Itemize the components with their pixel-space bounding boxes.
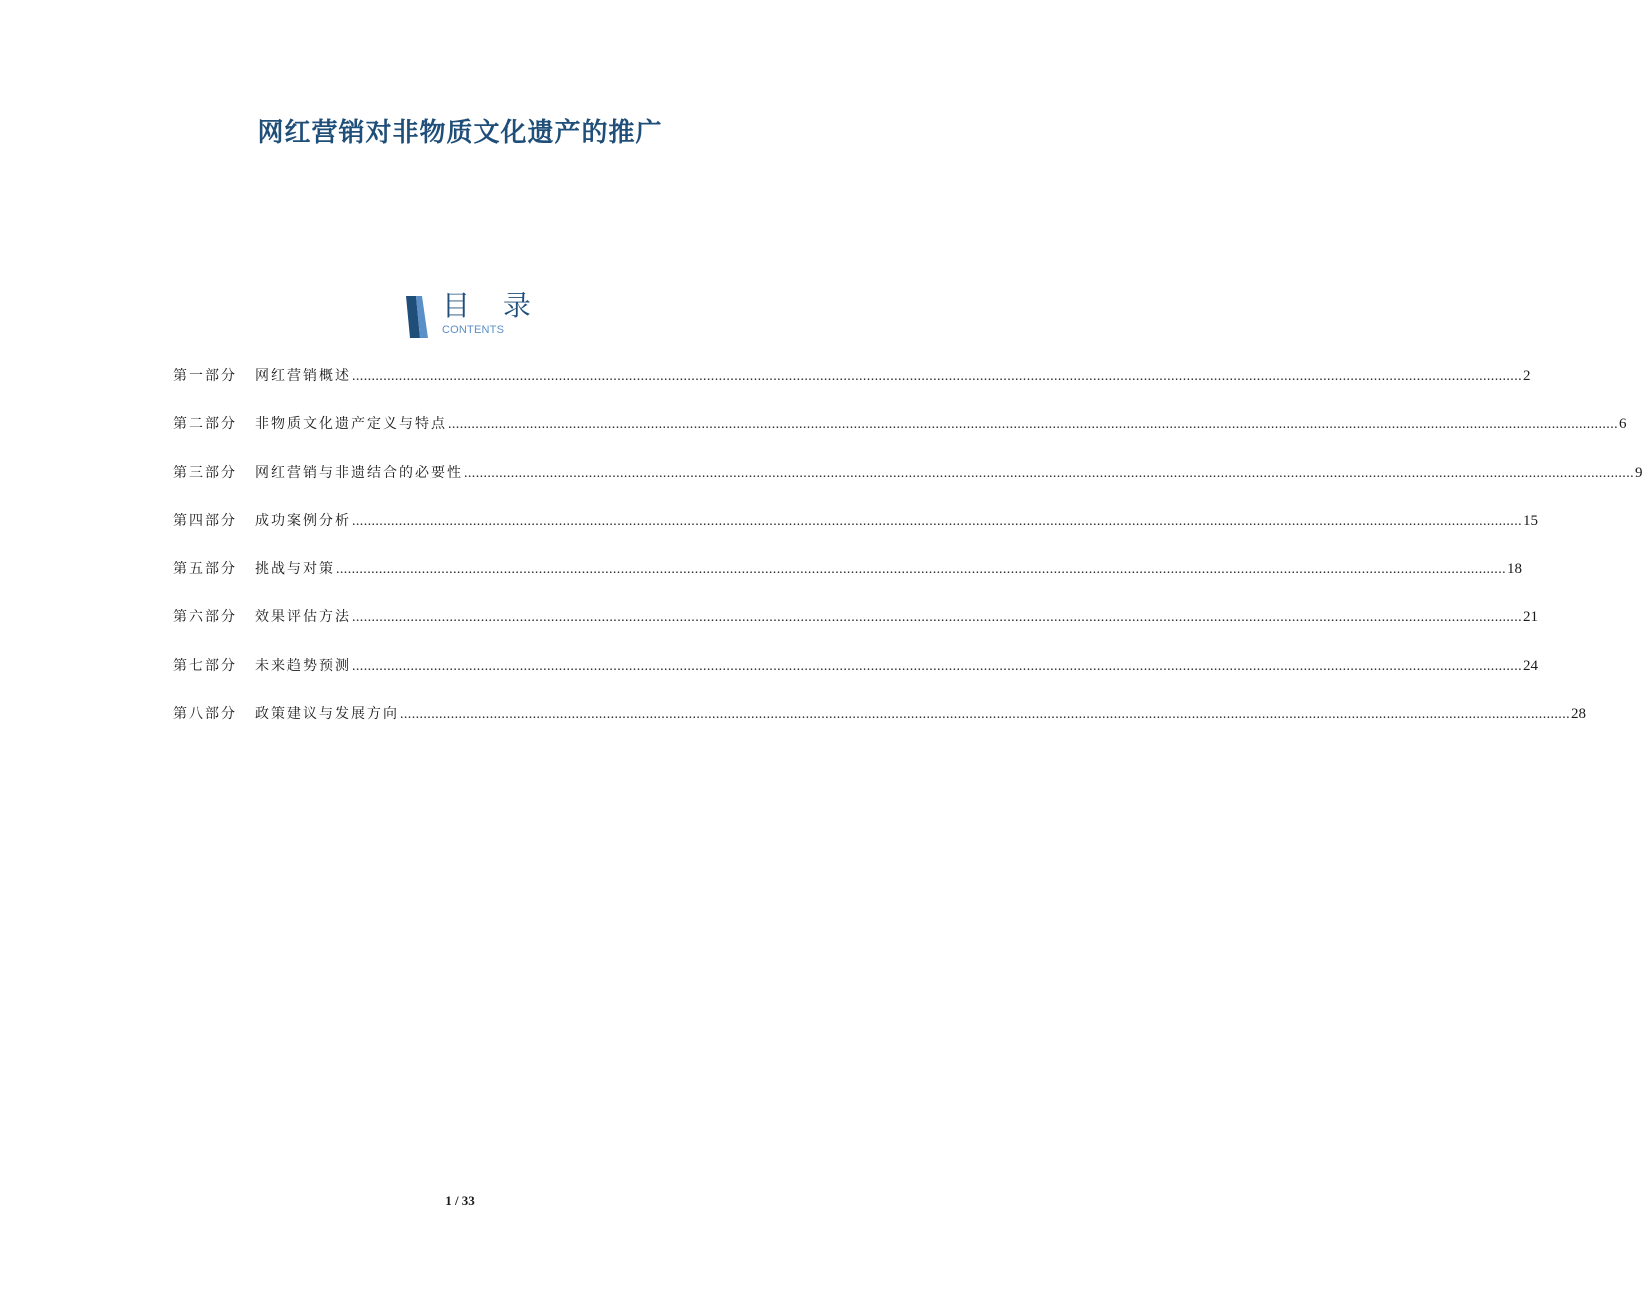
toc-entry-leader: ............................................................................................................................................................................................................................................................................................................	[352, 513, 1522, 529]
book-stripe-icon	[404, 294, 430, 340]
toc-list	[173, 366, 1643, 752]
toc-entry-part: 第八部分	[173, 706, 237, 723]
toc-entry[interactable]	[173, 414, 1627, 462]
toc-entry-label: 未来趋势预测	[255, 657, 351, 674]
toc-entry-page-number: 28	[1571, 706, 1586, 723]
document-title: 网红营销对非物质文化遗产的推广	[257, 118, 663, 148]
toc-entry-leader: ............................................................................................................................................................................................................................................................................................................	[448, 417, 1618, 433]
toc-entry[interactable]	[173, 463, 1643, 511]
toc-entry-label: 网红营销概述	[255, 368, 351, 384]
toc-entry-leader: ............................................................................................................................................................................................................................................................................................................	[352, 610, 1522, 626]
toc-heading-subtitle: CONTENTS	[442, 324, 505, 336]
toc-entry[interactable]	[173, 366, 1531, 414]
toc-entry-leader: ............................................................................................................................................................................................................................................................................................................	[352, 369, 1522, 384]
toc-entry-page-number: 18	[1507, 561, 1522, 578]
toc-entry-part: 第三部分	[173, 464, 237, 481]
toc-entry-leader: ............................................................................................................................................................................................................................................................................................................	[336, 562, 1506, 578]
toc-heading	[404, 289, 543, 342]
toc-entry-page-number: 21	[1523, 609, 1538, 626]
toc-entry[interactable]	[173, 656, 1538, 704]
toc-entry[interactable]	[173, 559, 1522, 607]
toc-entry-label: 政策建议与发展方向	[255, 706, 399, 723]
toc-entry-label: 成功案例分析	[255, 512, 351, 529]
page-indicator: 1 / 33	[445, 1193, 475, 1208]
toc-entry-part: 第五部分	[173, 561, 237, 578]
toc-entry[interactable]	[173, 607, 1538, 655]
toc-entry-part: 第四部分	[173, 512, 237, 529]
toc-entry-label: 网红营销与非遗结合的必要性	[255, 464, 463, 481]
toc-entry-leader: ............................................................................................................................................................................................................................................................................................................	[464, 465, 1634, 481]
toc-entry-label: 非物质文化遗产定义与特点	[255, 416, 447, 433]
toc-entry-leader: ............................................................................................................................................................................................................................................................................................................	[400, 707, 1570, 723]
toc-entry-page-number: 15	[1523, 512, 1538, 529]
toc-entry-page-number: 9	[1635, 464, 1643, 481]
toc-entry-page-number: 6	[1619, 416, 1627, 433]
toc-entry-page-number: 2	[1523, 368, 1531, 384]
toc-entry-leader: ............................................................................................................................................................................................................................................................................................................	[352, 658, 1522, 674]
toc-entry-label: 挑战与对策	[255, 561, 335, 578]
toc-entry-part: 第七部分	[173, 657, 237, 674]
toc-entry-page-number: 24	[1523, 657, 1538, 674]
toc-entry-part: 第六部分	[173, 609, 237, 626]
toc-entry[interactable]	[173, 511, 1538, 559]
toc-entry-part: 第二部分	[173, 416, 237, 433]
toc-entry-label: 效果评估方法	[255, 609, 351, 626]
toc-heading-title: 目 录	[442, 289, 543, 322]
toc-entry-part: 第一部分	[173, 368, 237, 384]
toc-entry[interactable]	[173, 704, 1586, 752]
